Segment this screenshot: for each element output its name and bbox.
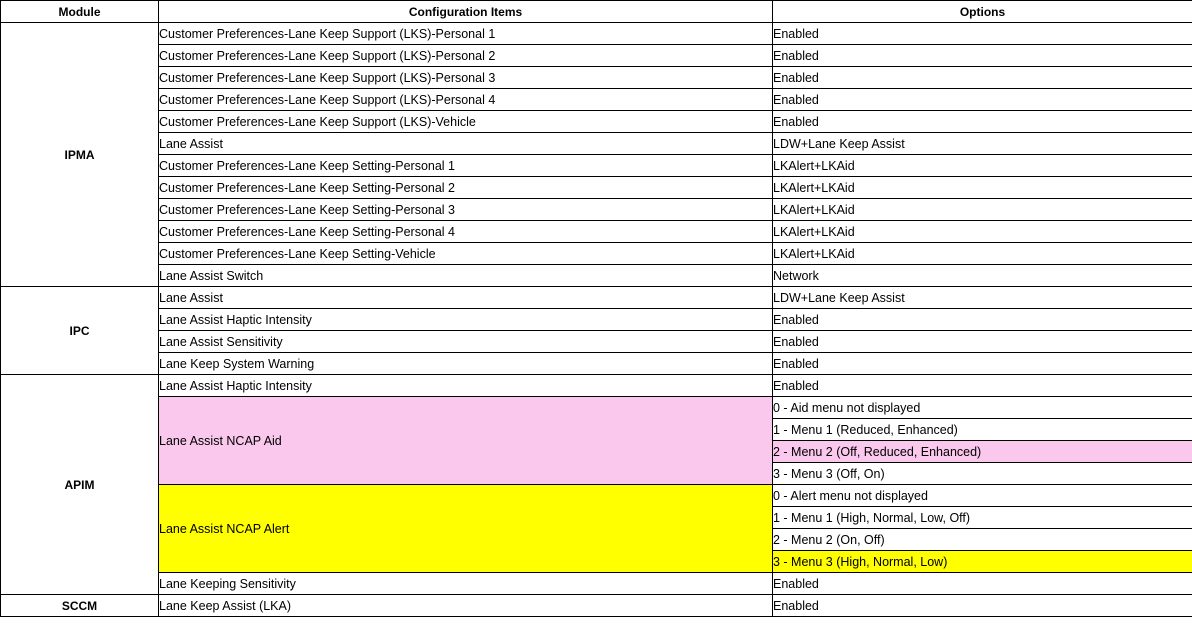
option-cell: LKAlert+LKAid <box>773 221 1192 243</box>
option-cell: Enabled <box>773 67 1192 89</box>
option-cell: 0 - Aid menu not displayed <box>773 397 1192 419</box>
module-cell-ipc: IPC <box>1 287 159 375</box>
module-cell-ipma: IPMA <box>1 23 159 287</box>
option-cell: Enabled <box>773 23 1192 45</box>
column-header-configuration-items: Configuration Items <box>159 1 773 23</box>
table-row <box>1 265 1192 287</box>
table-row <box>1 67 1192 89</box>
config-item-cell: Customer Preferences-Lane Keep Setting-Personal 1 <box>159 155 773 177</box>
config-item-cell: Customer Preferences-Lane Keep Support (LKS)-Personal 2 <box>159 45 773 67</box>
config-item-cell: Customer Preferences-Lane Keep Setting-Vehicle <box>159 243 773 265</box>
option-cell: 1 - Menu 1 (Reduced, Enhanced) <box>773 419 1192 441</box>
config-item-cell: Lane Assist Switch <box>159 265 773 287</box>
config-item-cell: Lane Assist <box>159 287 773 309</box>
option-cell: LKAlert+LKAid <box>773 177 1192 199</box>
option-cell: 1 - Menu 1 (High, Normal, Low, Off) <box>773 507 1192 529</box>
config-item-cell: Lane Assist Haptic Intensity <box>159 375 773 397</box>
table-row <box>1 155 1192 177</box>
option-cell: Enabled <box>773 111 1192 133</box>
table-row <box>1 221 1192 243</box>
config-item-cell: Lane Assist <box>159 133 773 155</box>
table-row <box>1 287 1192 309</box>
module-cell-sccm: SCCM <box>1 595 159 617</box>
option-cell: Enabled <box>773 331 1192 353</box>
config-item-cell: Customer Preferences-Lane Keep Support (LKS)-Personal 1 <box>159 23 773 45</box>
table-row <box>1 23 1192 45</box>
config-item-cell: Lane Assist Haptic Intensity <box>159 309 773 331</box>
option-cell: 3 - Menu 3 (Off, On) <box>773 463 1192 485</box>
table-row <box>1 45 1192 67</box>
config-item-cell-ncap-aid: Lane Assist NCAP Aid <box>159 397 773 485</box>
table-header-row <box>1 1 1192 23</box>
option-cell: Enabled <box>773 353 1192 375</box>
table-row <box>1 89 1192 111</box>
table-row <box>1 309 1192 331</box>
table-row <box>1 397 1192 419</box>
option-cell: Enabled <box>773 375 1192 397</box>
table-row <box>1 375 1192 397</box>
config-item-cell: Customer Preferences-Lane Keep Support (LKS)-Vehicle <box>159 111 773 133</box>
table-row <box>1 353 1192 375</box>
column-header-options: Options <box>773 1 1192 23</box>
table-row <box>1 199 1192 221</box>
column-header-module: Module <box>1 1 159 23</box>
option-cell-highlighted: 3 - Menu 3 (High, Normal, Low) <box>773 551 1192 573</box>
config-item-cell: Customer Preferences-Lane Keep Setting-Personal 3 <box>159 199 773 221</box>
option-cell: LDW+Lane Keep Assist <box>773 133 1192 155</box>
option-cell: 0 - Alert menu not displayed <box>773 485 1192 507</box>
config-item-cell: Lane Keeping Sensitivity <box>159 573 773 595</box>
config-item-cell: Customer Preferences-Lane Keep Setting-Personal 4 <box>159 221 773 243</box>
config-item-cell: Customer Preferences-Lane Keep Support (LKS)-Personal 4 <box>159 89 773 111</box>
table-body <box>1 23 1192 617</box>
option-cell: Enabled <box>773 573 1192 595</box>
table-row <box>1 133 1192 155</box>
option-cell: LKAlert+LKAid <box>773 155 1192 177</box>
table-row <box>1 111 1192 133</box>
option-cell: Enabled <box>773 45 1192 67</box>
option-cell: LDW+Lane Keep Assist <box>773 287 1192 309</box>
config-item-cell-ncap-alert: Lane Assist NCAP Alert <box>159 485 773 573</box>
option-cell: Enabled <box>773 309 1192 331</box>
config-item-cell: Customer Preferences-Lane Keep Support (LKS)-Personal 3 <box>159 67 773 89</box>
table-row <box>1 573 1192 595</box>
config-item-cell: Lane Assist Sensitivity <box>159 331 773 353</box>
option-cell: 2 - Menu 2 (On, Off) <box>773 529 1192 551</box>
option-cell: LKAlert+LKAid <box>773 199 1192 221</box>
module-cell-apim: APIM <box>1 375 159 595</box>
option-cell: Network <box>773 265 1192 287</box>
option-cell-highlighted: 2 - Menu 2 (Off, Reduced, Enhanced) <box>773 441 1192 463</box>
option-cell: LKAlert+LKAid <box>773 243 1192 265</box>
table-row <box>1 177 1192 199</box>
option-cell: Enabled <box>773 89 1192 111</box>
table-row <box>1 595 1192 617</box>
config-item-cell: Lane Keep Assist (LKA) <box>159 595 773 617</box>
table-row <box>1 243 1192 265</box>
option-cell: Enabled <box>773 595 1192 617</box>
table-header <box>1 1 1192 23</box>
table-row <box>1 331 1192 353</box>
table-row <box>1 485 1192 507</box>
config-item-cell: Lane Keep System Warning <box>159 353 773 375</box>
config-item-cell: Customer Preferences-Lane Keep Setting-Personal 2 <box>159 177 773 199</box>
